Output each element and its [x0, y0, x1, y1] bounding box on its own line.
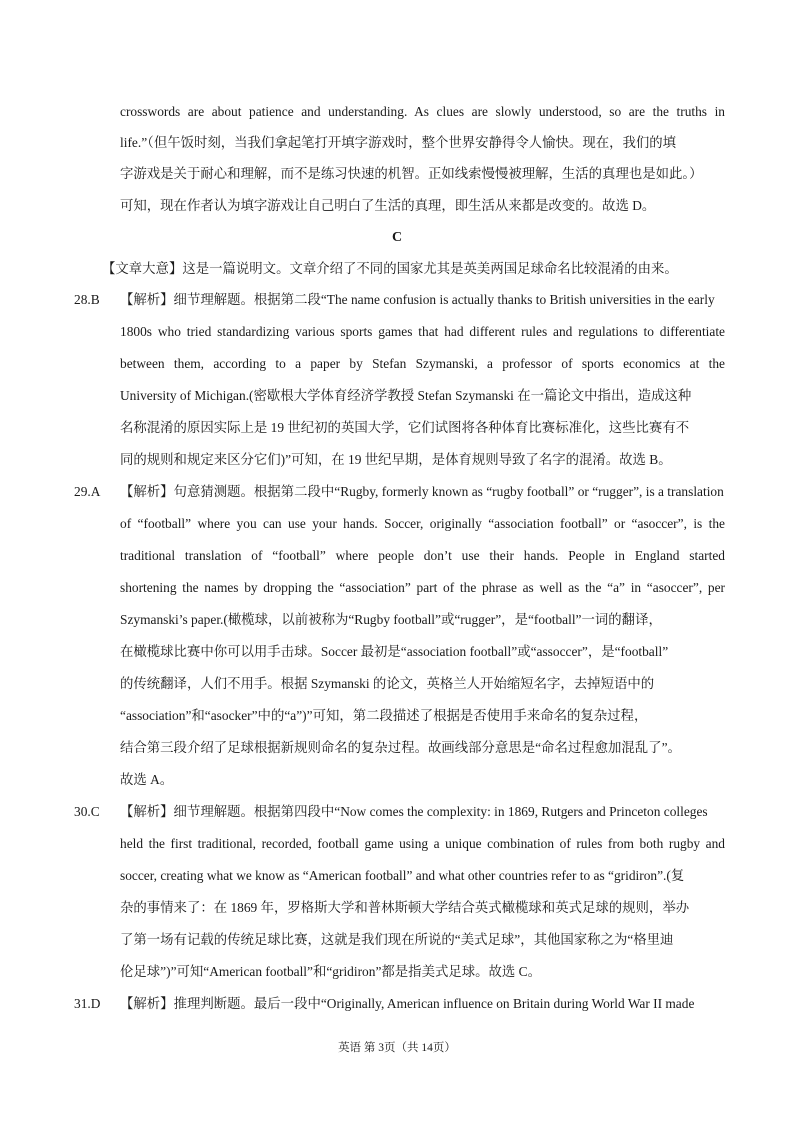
q28-line-6: 同的规则和规定来区分它们)”可知，在 19 世纪早期，是体育规则导致了名字的混淆。故选 B。	[120, 452, 672, 467]
q30-line-2: held the first traditional, recorded, football game using a unique combination of rules from both rugby and	[120, 836, 725, 851]
q29-line-5: Szymanski’s paper.(橄榄球，以前被称为“Rugby football”或“rugger”，是“football”一词的翻译，	[120, 612, 662, 627]
q29-line-8: “association”和“asocker”中的“a”)”可知，第二段描述了根据是否使用手来命名的复杂过程，	[120, 708, 648, 723]
prev-line-3: 字游戏是关于耐心和理解，而不是练习快速的机智。正如线索慢慢被理解，生活的真理也是如此。）	[120, 166, 703, 181]
q30-line-3: soccer, creating what we know as “American football” and what other countries refer to as “gridiron”.(复	[120, 868, 685, 883]
q29-line-3: traditional translation of “football” where people don’t use their hands. People in England started	[120, 548, 725, 563]
section-heading: C	[391, 230, 403, 245]
q29-line-4: shortening the names by dropping the “association” part of the phrase as well as the “a” in “asoccer”, per	[120, 580, 725, 595]
q30-line-6: 伦足球”)”可知“American football”和“gridiron”都是指美式足球。故选 C。	[120, 964, 541, 979]
q30-number: 30.C	[74, 804, 100, 819]
q28-line-5: 名称混淆的原因实际上是 19 世纪初的英国大学，它们试图将各种体育比赛标准化，这些比赛有不	[120, 420, 690, 435]
q30-line-4: 杂的事情来了：在 1869 年，罗格斯大学和普林斯顿大学结合英式橄榄球和英式足球的规则，举办	[120, 900, 690, 915]
q29-line-7: 的传统翻译，人们不用手。根据 Szymanski 的论文，英格兰人开始缩短名字，去掉短语中的	[120, 676, 655, 691]
prev-line-4: 可知，现在作者认为填字游戏让自己明白了生活的真理，即生活从来都是改变的。故选 D。	[120, 198, 656, 213]
q31-line-1: 【解析】推理判断题。最后一段中“Originally, American influence on Britain during World War II made	[120, 996, 695, 1011]
q29-line-6: 在橄榄球比赛中你可以用手击球。Soccer 最初是“association football”或“assoccer”，是“football”	[120, 644, 669, 659]
q29-line-2: of “football” where you can use your hands. Soccer, originally “association football” or “asoccer”, is the	[120, 516, 725, 531]
page-footer: 英语 第 3页（共 14页）	[338, 1042, 456, 1054]
q29-line-10: 故选 A。	[120, 772, 174, 787]
q28-line-4: University of Michigan.(密歇根大学体育经济学教授 Stefan Szymanski 在一篇论文中指出，造成这种	[120, 388, 692, 403]
q28-line-2: 1800s who tried standardizing various sports games that had different rules and regulations to differentiate	[120, 324, 725, 339]
section-summary: 【文章大意】这是一篇说明文。文章介绍了不同的国家尤其是英美两国足球命名比较混淆的由来。	[102, 261, 678, 276]
q29-line-9: 结合第三段介绍了足球根据新规则命名的复杂过程。故画线部分意思是“命名过程愈加混乱了”。	[120, 740, 681, 755]
prev-line-1: crosswords are about patience and understanding. As clues are slowly understood, so are the truths in	[120, 104, 725, 119]
prev-line-2: life.”（但午饭时刻，当我们拿起笔打开填字游戏时，整个世界安静得令人愉快。现在，我们的填	[120, 135, 677, 150]
q28-number: 28.B	[74, 292, 100, 307]
q30-line-1: 【解析】细节理解题。根据第四段中“Now comes the complexity: in 1869, Rutgers and Princeton colleges	[120, 804, 708, 819]
q30-line-5: 了第一场有记载的传统足球比赛，这就是我们现在所说的“美式足球”，其他国家称之为“格里迪	[120, 932, 674, 947]
q31-number: 31.D	[74, 996, 101, 1011]
q28-line-3: between them, according to a paper by Stefan Szymanski, a professor of sports economics at the	[120, 356, 725, 371]
q29-number: 29.A	[74, 484, 101, 499]
q29-line-1: 【解析】句意猜测题。根据第二段中“Rugby, formerly known as “rugby football” or “rugger”, is a translation	[120, 484, 724, 499]
q28-line-1: 【解析】细节理解题。根据第二段“The name confusion is actually thanks to British universities in the early	[120, 292, 715, 307]
